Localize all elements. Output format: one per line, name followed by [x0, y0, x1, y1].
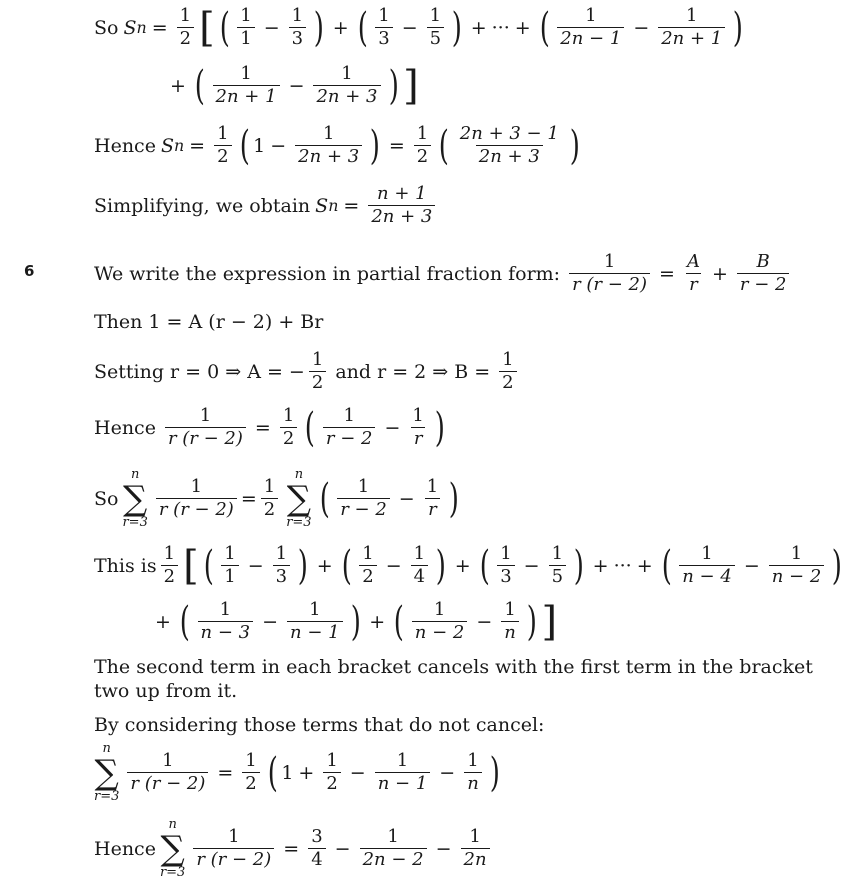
fraction: $\frac{1}{r}$	[426, 475, 439, 520]
fraction: $\frac{1}{2}$	[323, 751, 340, 794]
considering-line: By considering those terms that do not cancel:	[94, 714, 545, 736]
fraction: $\frac{1}{2}$	[242, 751, 259, 794]
fraction: $\frac{1}{n - 3}$	[198, 600, 254, 643]
open-bracket: [	[199, 4, 215, 51]
sum-symbol: n ∑ r=3	[159, 817, 186, 880]
fraction: $\frac{1}{n - 2}$	[769, 544, 825, 587]
so-label: So	[94, 16, 119, 39]
this-is-line-2: + ( $\frac{1}{n - 3}$ − $\frac{1}{n - 1}$ ) + ( $\frac{1}{n - 2}$ − $\frac{1}{n}$ ) ]	[155, 598, 558, 645]
fraction: $\frac{1}{2}$	[261, 477, 278, 520]
sum-symbol: n ∑ r=3	[122, 467, 148, 530]
hence-sn-line: Hence S n = $\frac{1}{2}$ ( 1 − $\frac{1}{2n + 3}$ ) = $\frac{1}{2}$ ( $\frac{2n + 3 - 1}{2n + 3}$ )	[94, 122, 580, 169]
this-is-line-1: This is $\frac{1}{2}$ [ ( $\frac{1}{1}$ − $\frac{1}{3}$ ) + ( $\frac{1}{2}$ − $\frac{1}{4}$ ) + ( $\frac{1}{3}$ − $\frac{1}{5}$ ) + ··· + ( $\frac{1}{n - 4}$ − $\frac{1}{n - 2}$ )	[94, 542, 843, 589]
sum-result-line: n ∑ r=3 $\frac{1}{r (r - 2)}$ = $\frac{1}{2}$ ( 1 + $\frac{1}{2}$ − $\frac{1}{n - 1}$ − $\frac{1}{n}$ )	[94, 741, 500, 804]
equals-sign: =	[151, 16, 168, 39]
fraction: $\frac{1}{2}$	[359, 544, 376, 587]
sum-expansion-line-2: + ( $\frac{1}{2n + 1}$ − $\frac{1}{2n + 3}$ ) ]	[170, 62, 419, 109]
s-symbol: S	[123, 16, 137, 39]
fraction: $\frac{1}{2n + 3}$	[295, 124, 362, 167]
so-sum-line: So n ∑ r=3 $\frac{1}{r (r - 2)}$ = $\frac{1}{2}$ n ∑ r=3 ( $\frac{1}{r - 2}$ − $\frac{1}{r}$ )	[94, 467, 460, 530]
fraction: $\frac{1}{2}$	[177, 6, 194, 49]
fraction: $\frac{n + 1}{2n + 3}$	[368, 184, 435, 227]
simplifying-line: Simplifying, we obtain S n = $\frac{n + 1}{2n + 3}$	[94, 184, 439, 227]
fraction: $\frac{1}{2n - 1}$	[557, 6, 624, 49]
sum-expansion-line-1: So S n = $\frac{1}{2}$ [ ( $\frac{1}{1}$ − $\frac{1}{3}$ ) + ( $\frac{1}{3}$ − $\frac{1}{5}$ ) + ··· + ( $\frac{1}{2n - 1}$ − $\frac{1}{2n + 1}$ )	[94, 4, 744, 51]
fraction: $\frac{A}{r}$	[686, 251, 700, 295]
fraction: $\frac{1}{3}$	[273, 544, 290, 587]
fraction: $\frac{1}{r - 2}$	[337, 477, 390, 520]
cancel-explanation: The second term in each bracket cancels with the first term in the bracket two up from it.	[94, 656, 813, 702]
fraction: $\frac{1}{2}$	[414, 124, 431, 167]
fraction: $\frac{1}{n - 1}$	[375, 751, 431, 794]
fraction: $\frac{1}{n}$	[464, 751, 482, 794]
fraction: $\frac{1}{n - 2}$	[412, 600, 468, 643]
fraction: $\frac{B}{r - 2}$	[737, 252, 790, 295]
fraction: $\frac{1}{r}$	[412, 405, 424, 449]
fraction: $\frac{1}{2n}$	[461, 827, 490, 870]
fraction: $\frac{1}{4}$	[411, 544, 428, 587]
hence-partial-line: Hence $\frac{1}{r (r - 2)}$ = $\frac{1}{2}$ ( $\frac{1}{r - 2}$ − $\frac{1}{r}$ )	[94, 404, 445, 451]
question-number: 6	[24, 262, 35, 280]
final-hence-line: Hence n ∑ r=3 $\frac{1}{r (r - 2)}$ = $\frac{3}{4}$ − $\frac{1}{2n - 2}$ − $\frac{1}{2n}$	[94, 818, 494, 879]
fraction: $\frac{1}{2}$	[309, 350, 326, 393]
fraction: $\frac{1}{r (r - 2)}$	[165, 406, 246, 449]
fraction: $\frac{1}{r (r - 2)}$	[156, 477, 237, 520]
sum-symbol: n ∑ r=3	[94, 741, 120, 804]
n-subscript: n	[136, 18, 147, 38]
fraction: $\frac{1}{3}$	[497, 544, 514, 587]
fraction: $\frac{1}{2n + 1}$	[658, 6, 725, 49]
fraction: $\frac{3}{4}$	[308, 827, 325, 870]
fraction: $\frac{1}{2n + 3}$	[313, 64, 380, 107]
fraction: $\frac{1}{2n - 2}$	[360, 827, 427, 870]
fraction: $\frac{1}{r (r - 2)}$	[193, 827, 274, 870]
then-line: Then 1 = A (r − 2) + Br	[94, 311, 324, 333]
close-bracket: ]	[403, 62, 419, 109]
fraction: $\frac{1}{2}$	[161, 544, 178, 587]
fraction: $\frac{1}{n}$	[501, 600, 519, 643]
fraction: $\frac{1}{5}$	[427, 6, 444, 49]
fraction: $\frac{1}{2}$	[214, 124, 231, 167]
fraction: $\frac{1}{n - 1}$	[287, 600, 343, 643]
fraction: $\frac{1}{5}$	[549, 544, 566, 587]
fraction: $\frac{1}{n - 4}$	[679, 544, 735, 587]
fraction: $\frac{1}{3}$	[289, 6, 306, 49]
fraction: $\frac{1}{r (r - 2)}$	[569, 252, 650, 295]
fraction: $\frac{1}{1}$	[237, 6, 254, 49]
fraction: $\frac{1}{2}$	[499, 350, 516, 393]
sum-symbol: n ∑ r=3	[286, 467, 312, 530]
fraction: $\frac{1}{1}$	[221, 544, 238, 587]
setting-line: Setting r = 0 ⇒ A = − $\frac{1}{2}$ and r = 2 ⇒ B = $\frac{1}{2}$	[94, 350, 521, 393]
fraction: $\frac{1}{r (r - 2)}$	[127, 751, 208, 794]
fraction: $\frac{1}{r - 2}$	[323, 406, 376, 449]
fraction: $\frac{1}{2n + 1}$	[213, 64, 280, 107]
fraction: $\frac{2n + 3 - 1}{2n + 3}$	[459, 123, 559, 167]
fraction: $\frac{1}{3}$	[375, 6, 392, 49]
partial-fraction-intro: We write the expression in partial fraction form: $\frac{1}{r (r - 2)}$ = $\frac{A}{r}$ + $\frac{B}{r - 2}$	[94, 252, 793, 295]
fraction: $\frac{1}{2}$	[280, 406, 297, 449]
